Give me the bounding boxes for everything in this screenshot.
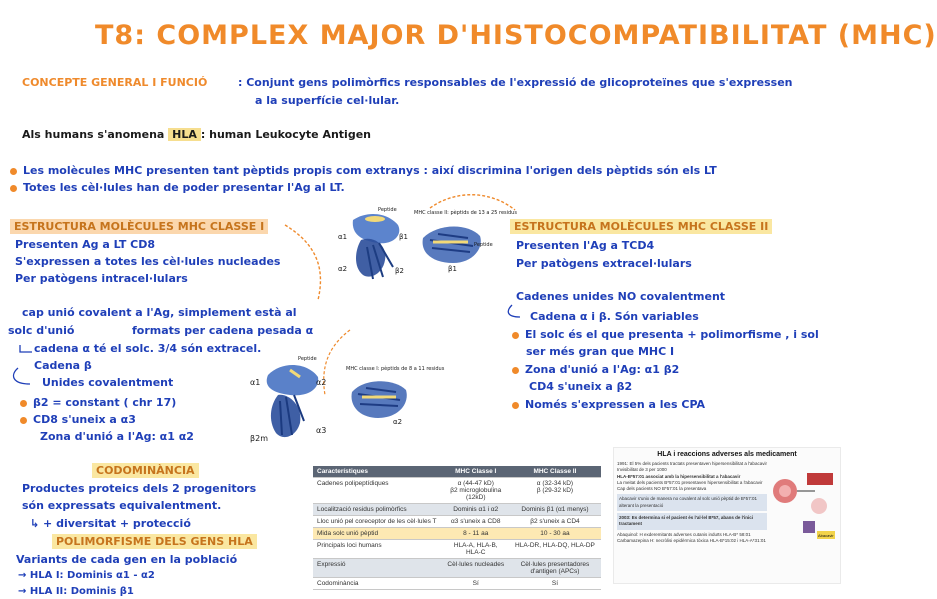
classe1-b2-text: β2 = constant ( chr 17) <box>33 396 177 409</box>
concepte-line2: a la superfície cel·lular. <box>255 94 400 107</box>
m2-caption: MHC classe II: pèptids de 13 a 25 residus <box>414 210 517 216</box>
bullet-dot <box>20 417 27 424</box>
m1-label-b1: β1 <box>399 233 408 241</box>
polimorfisme-hla2-text: HLA II: Dominis β1 <box>29 586 134 597</box>
mhc-molecule-image-3 <box>248 355 338 445</box>
table-cell: HLA-A, HLA-B, HLA-C <box>443 540 509 559</box>
classe1-line1: Presenten Ag a LT CD8 <box>15 238 156 251</box>
table-cell: β2 s'uneix a CD4 <box>509 516 601 528</box>
classe1-unides: Unides covalentment <box>42 376 174 389</box>
classe2-header-text: ESTRUCTURA MOLÈCULES MHC CLASSE II <box>510 219 772 234</box>
codominancia-header-text: CODOMINÀNCIA <box>92 463 199 478</box>
m3-label-b2m: β2m <box>250 434 268 443</box>
poster-diagram <box>767 461 837 561</box>
arrow-icon: → <box>18 586 30 597</box>
poster-l4: La meitat dels pacients B*57:01 presentaven hipersensibilitat a l'abacavir <box>617 479 763 485</box>
concepte-line1: : Conjunt gens polimòrfics responsables de l'expressió de glicoproteïnes que s'expressen <box>238 76 793 89</box>
table-cell: α (44-47 kD) β2 microglobulina (12kD) <box>443 478 509 504</box>
table-row <box>313 559 601 578</box>
arrow-icon: → <box>18 570 30 581</box>
hla-poster <box>613 447 841 584</box>
classe1-line2: S'expressen a totes les cèl·lules nucleades <box>15 255 281 268</box>
table-cell: Sí <box>443 578 509 590</box>
polimorfisme-hla2 <box>18 586 134 597</box>
bullet-top-1-text: Les molècules MHC presenten tant pèptids propis com extranys : així discrimina l'origen dels pèptids són els LT <box>23 164 717 177</box>
table-cell: Lloc unió pel coreceptor de les cèl·lules T <box>313 516 443 528</box>
codominancia-header <box>92 464 199 477</box>
table-cell: Dominis β1 (α1 menys) <box>509 504 601 516</box>
table-cell: α (32-34 kD) β (29-32 kD) <box>509 478 601 504</box>
table-row <box>313 540 601 559</box>
m3-label-a2: α2 <box>316 378 327 387</box>
m1-label-a1: α1 <box>338 233 348 241</box>
m4-caption: MHC classe I: pèptids de 8 a 11 residus <box>346 366 445 372</box>
classe1-cap1: cap unió covalent a l'Ag, simplement està al <box>22 306 297 319</box>
m1-label-a2: α2 <box>338 265 348 273</box>
table-header-cell: MHC Classe I <box>443 466 509 478</box>
comparison-table <box>313 466 601 590</box>
classe2-solc1 <box>512 328 819 341</box>
humans-prefix: Als humans s'anomena <box>22 128 165 141</box>
humans-suffix: : human Leukocyte Antigen <box>200 128 371 141</box>
table-cell: Mida solc unió pèptid <box>313 528 443 540</box>
mhc-molecule-image-1 <box>333 205 413 285</box>
codominancia-line2: són expressats equivalentment. <box>22 499 222 512</box>
polimorfisme-hla1 <box>18 570 155 581</box>
mhc-molecule-image-4 <box>348 374 413 429</box>
bullet-dot <box>512 367 519 374</box>
bullet-dot <box>20 400 27 407</box>
bullet-top-2-text: Totes les cèl·lules han de poder presentar l'Ag al LT. <box>23 181 345 194</box>
classe1-cap2: solc d'unió <box>8 324 75 337</box>
table-header-cell: Característiques <box>313 466 443 478</box>
bullet-top-2 <box>10 181 345 194</box>
poster-l7: Carbamazepina H: necròlisi epidèrmica tòxica HLA-B*15:02 i HLA-A*31:01 <box>617 537 766 543</box>
table-row <box>313 578 601 590</box>
classe2-header <box>510 220 772 233</box>
classe2-nomes-text: Només s'expressen a les CPA <box>525 398 706 411</box>
table-cell: Codominància <box>313 578 443 590</box>
classe1-cadena-b: Cadena β <box>34 359 92 372</box>
table-row <box>313 478 601 504</box>
table-cell: Cèl·lules nucleades <box>443 559 509 578</box>
poster-l3: HLA-B*57:01 associat amb la hipersensibilitat a l'abacavir <box>617 473 741 479</box>
table-cell: Dominis α1 i α2 <box>443 504 509 516</box>
table-row <box>313 516 601 528</box>
classe2-zona-text: Zona d'unió a l'Ag: α1 β2 <box>525 363 680 376</box>
m3-label-a3: α3 <box>316 426 327 435</box>
classe2-cd4: CD4 s'uneix a β2 <box>529 380 633 393</box>
bullet-top-1 <box>10 164 717 177</box>
classe2-nomes <box>512 398 705 411</box>
poster-l6: Abaquinol: H exderemitants adverses cutanis induïts HLA-B* 58:01 <box>617 531 751 537</box>
poster-l5: Cap dels pacients NO B*57:01 la presentava <box>617 486 707 492</box>
m4-label-a2: α2 <box>393 418 403 426</box>
table-cell: Cadenes polipeptídiques <box>313 478 443 504</box>
codominancia-line3-text: + diversitat + protecció <box>43 517 191 530</box>
bullet-dot <box>10 168 17 175</box>
table-cell: α3 s'uneix a CD8 <box>443 516 509 528</box>
m3-peptide-label: Peptide <box>298 356 317 362</box>
classe2-line2: Per patògens extracel·lulars <box>516 257 692 270</box>
m2-label-b1: β1 <box>448 265 457 273</box>
classe1-line3: Per patògens intracel·lulars <box>15 272 188 285</box>
poster-title: HLA i reaccions adverses als medicament <box>657 451 797 458</box>
classe2-zona <box>512 363 679 376</box>
bullet-dot <box>512 402 519 409</box>
mhc-molecule-image-2 <box>418 218 493 273</box>
classe2-solc1-text: El solc és el que presenta + polimorfisme , i sol <box>525 328 819 341</box>
page-title: T8: COMPLEX MAJOR D'HISTOCOMPATIBILITAT (MHC) <box>95 20 937 51</box>
polimorfisme-header-text: POLIMORFISME DELS GENS HLA <box>52 534 257 549</box>
polimorfisme-hla1-text: HLA I: Dominis α1 - α2 <box>29 570 155 581</box>
arrow-icon: ↳ <box>30 517 44 530</box>
codominancia-line3 <box>30 517 191 530</box>
codominancia-line1: Productes proteics dels 2 progenitors <box>22 482 257 495</box>
classe1-cadena-a: cadena α té el solc. 3/4 són extracel. <box>34 342 262 355</box>
table-header-row <box>313 466 601 478</box>
humans-line <box>22 128 371 141</box>
table-row <box>313 528 601 540</box>
table-row <box>313 504 601 516</box>
classe1-header-text: ESTRUCTURA MOLÈCULES MHC CLASSE I <box>10 219 268 234</box>
classe1-header <box>10 220 268 233</box>
polimorfisme-line1: Variants de cada gen en la població <box>16 553 238 566</box>
table-header-cell: MHC Classe II <box>509 466 601 478</box>
classe2-cadena-ab: Cadena α i β. Són variables <box>530 310 699 323</box>
classe1-cd8 <box>20 413 136 426</box>
m1-label-b2: β2 <box>395 267 404 275</box>
hla-highlight: HLA <box>168 128 201 141</box>
classe1-zona: Zona d'unió a l'Ag: α1 α2 <box>40 430 194 443</box>
poster-alert-label: Abacavir <box>818 533 834 538</box>
classe2-line1: Presenten l'Ag a TCD4 <box>516 239 655 252</box>
comparison-table-wrap <box>313 466 601 590</box>
table-cell: 8 - 11 aa <box>443 528 509 540</box>
table-cell: Principals loci humans <box>313 540 443 559</box>
table-cell: Localització residus polimòrfics <box>313 504 443 516</box>
poster-box2: 2003: Es determina si el pacient és l'al·lel B*57, abans de l'inici tractament <box>617 513 767 530</box>
bullet-dot <box>512 332 519 339</box>
polimorfisme-header <box>52 535 257 548</box>
m2-peptide-label: Peptide <box>474 242 493 248</box>
classe1-b2 <box>20 396 176 409</box>
table-cell: 10 - 30 aa <box>509 528 601 540</box>
poster-l2: Invisibilitat de 3 per 1000 <box>617 467 667 473</box>
poster-l1: 1991: El 5% dels pacients tractats presentaven hipersensibilitat a l'abacavir <box>617 461 767 466</box>
classe2-solc2: ser més gran que MHC I <box>526 345 675 358</box>
m3-label-a1: α1 <box>250 378 261 387</box>
table-cell: Sí <box>509 578 601 590</box>
classe1-formats: formats per cadena pesada α <box>132 324 314 337</box>
table-cell: Expressió <box>313 559 443 578</box>
table-cell: Cèl·lules presentadores d'antigen (APCs) <box>509 559 601 578</box>
concepte-label: CONCEPTE GENERAL I FUNCIÓ <box>22 76 208 89</box>
bullet-dot <box>10 185 17 192</box>
table-cell: HLA-DR, HLA-DQ, HLA-DP <box>509 540 601 559</box>
poster-box1: Abacavir s'unix de manera no covalent al solc unió pèptid de B*57:01 alterant la presentació <box>617 494 767 511</box>
m1-peptide-label: Peptide <box>378 207 397 213</box>
classe2-cadenes: Cadenes unides NO covalentment <box>516 290 726 303</box>
classe1-cd8-text: CD8 s'uneix a α3 <box>33 413 136 426</box>
